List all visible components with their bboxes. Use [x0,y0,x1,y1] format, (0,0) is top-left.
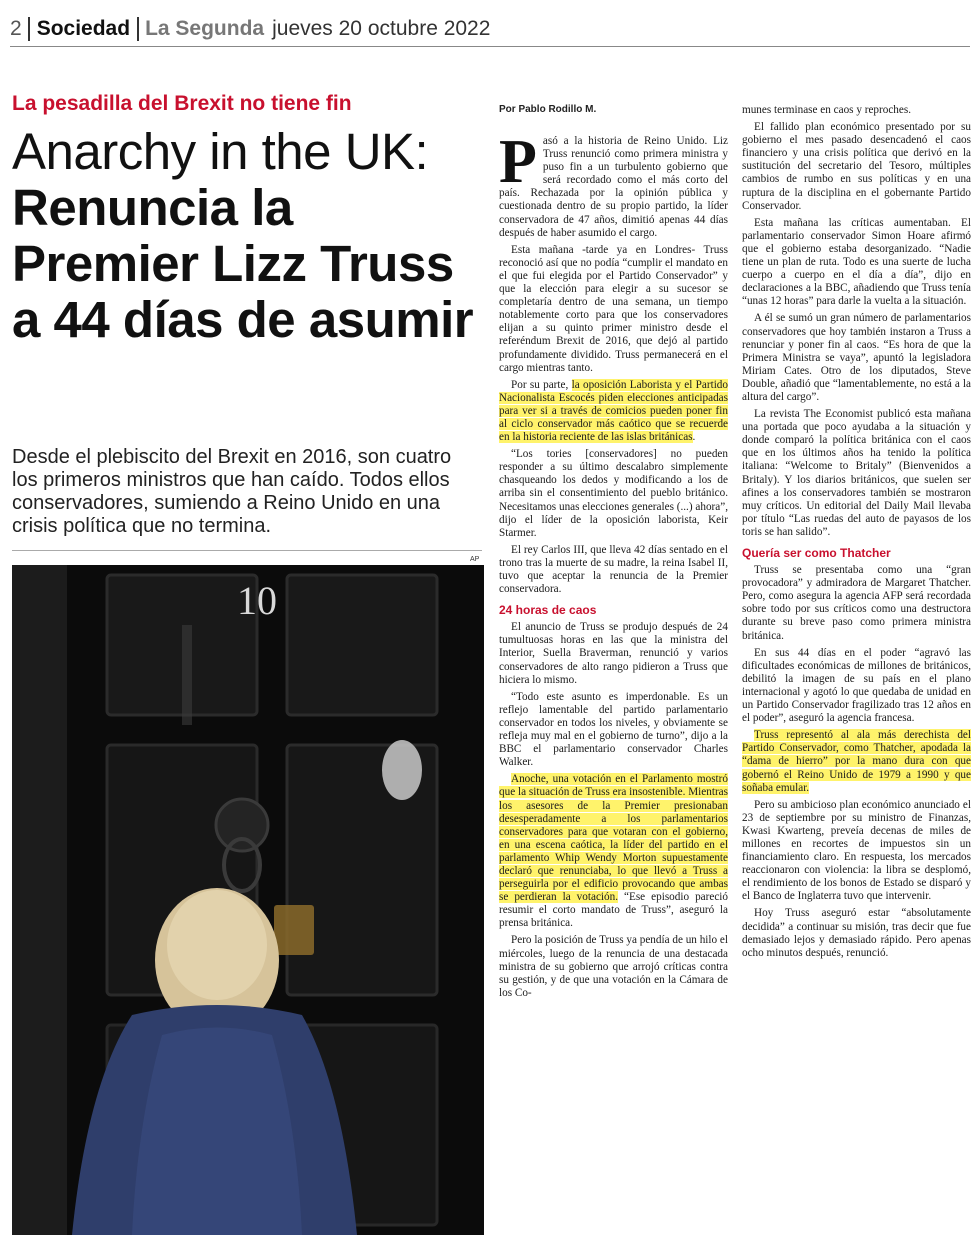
article-photo [12,565,484,1235]
paragraph [499,773,728,930]
paragraph-text: . [692,431,696,444]
paragraph: “Los tories [conservadores] no pueden responder a su último descalabro simplemente chasqueando los dedos y modificando a los de arriba sin el consentimiento del pueblo británico. Necesitamos unas elecciones generales (...) ahora”, dijo el líder de la oposición laborista, Keir Starmer. [499,448,728,539]
photo-illustration [12,565,484,1235]
paragraph-text: “Ese episodio pareció resumir el corto mandato de Truss”, aseguró la prensa británica. [499,891,728,930]
header-divider [10,46,970,47]
drop-cap: P [499,128,537,196]
subheading: 24 horas de caos [499,603,597,618]
paragraph: El fallido plan económico presentado por su gobierno el mes pasado desencadenó el caos financiero y una crisis política que derivó en la sustitución del secretario del Tesoro, múltiples cambios de rumbo en sus políticas y en una ruptura de la disciplina en el gobernante Partido Conservador. [742,121,971,212]
subheading: Quería ser como Thatcher [742,546,891,560]
paragraph: “Todo este asunto es imperdonable. Es un reflejo lamentable del partido parlamentario conservador en todos los niveles, y obviamente se refleja muy mal en el gobierno de turno”, dijo a la BBC el parlamentario conservador Charles Walker. [499,690,728,769]
article-column-1 [499,128,728,1004]
paragraph: A él se sumó un gran número de parlamentarios conservadores que hoy también instaron a Truss a renunciar y poner fin al caos. “Es hora de que la Primera Ministra se vaya”, apuntó la legisladora Miriam Cates. Otro de los diputados, Steve Double, añadió que “lamentablemente, no está a la altura del cargo”. [742,312,971,403]
highlighted-text: Anoche, una votación en el Parlamento mostró que la situación de Truss era insostenible. Mientras los asesores de la Premier presionaban desesperadamente a los parlamentarios conservadores para que votaran con el gobierno, en una escena caótica, la líder del partido en el parlamento Whip Wendy Morton supuestamente declaró que renunciaba, lo que llevó a Truss a perseguirla por el edificio provocando que ambas se perdieran la votación. [499,773,728,904]
highlighted-text: Truss representó al ala más derechista del Partido Conservador, como Thatcher, apodada la “dama de hierro” por la mano dura con que gobernó el Reino Unido de 1979 a 1990 y que soñaba emular. [742,729,971,794]
paragraph: Esta mañana -tarde ya en Londres- Truss reconoció así que no podía “cumplir el mandato en el que fui elegida por el Partido Conservador” y que la elección para elegir a su sucesor se completaría dentro de una semana, un tiempo notablemente corto para que los conservadores elijan a su quinto primer ministro desde el referéndum Brexit de 2016, que dejó al partido profundamente dividido. Truss permanecerá en el cargo mientras tanto. [499,243,728,374]
paragraph: Truss se presentaba como una “gran provocadora” y admiradora de Margaret Thatcher. Pero, como asegura la agencia AFP será recordada sobre todo por sus críticos como una destructora durante su breve paso como primera ministra británica. [742,564,971,642]
paragraph [742,729,971,794]
kicker: La pesadilla del Brexit no tiene fin [12,92,352,115]
paragraph [499,379,728,444]
paragraph: Pero su ambicioso plan económico anunciado el 23 de septiembre por su ministro de Finanzas, Kwasi Kwarteng, preveía decenas de miles de millones en recortes de impuestos sin un financiamiento claro. En respuesta, los mercados reaccionaron con violencia: la libra se desplomó, el rendimiento de los bonos de Estado se disparó y el Banco de Inglaterra tuvo que intervenir. [742,798,971,903]
paragraph: Pero la posición de Truss ya pendía de un hilo el miércoles, luego de la renuncia de una destacada ministra de su gobierno que arrojó críticas contra su gestión, y de que una votación en la Cámara de los Co- [499,934,728,999]
paragraph: El rey Carlos III, que lleva 42 días sentado en el trono tras la muerte de su madre, la reina Isabel II, tuvo que aceptar la renuncia de la Premier conservadora. [499,543,728,596]
deck-divider [12,550,482,551]
paragraph: Esta mañana las críticas aumentaban. El parlamentario conservador Simon Hoare afirmó que el gobierno estaba desorganizado. “Nadie tiene un plan de ruta. Todo es una suerte de lucha cuerpo a cuerpo en el día a día”, dijo en declaraciones a la BBC, añadiendo que Truss tenía “unas 12 horas” para darle la vuelta a la situación. [742,216,971,308]
paragraph: El anuncio de Truss se produjo después de 24 tumultuosas horas en las que la ministra del Interior, Suella Braverman, renunció y varios conservadores de alto rango pidieron a Truss que hiciera lo mismo. [499,621,728,686]
paragraph-text: Por su parte, [511,378,572,391]
paragraph: Hoy Truss aseguró estar “absolutamente decidida” a continuar su misión, tras decir que fue demasiado lejos y demasiado rápido. Pero apenas ocho minutos después, renunció. [742,907,971,959]
photo-credit: AP [470,556,480,563]
paragraph-text: asó a la historia de Reino Unido. Liz Truss renunció como primera ministra y puso fin a un turbulento gobierno que será recordado como el más corto del país. Rechazada por la opinión pública y cuestionada dentro de su propio partido, la líder conservadora de 47 años, dimitió apenas 44 días después de haber asumido el cargo. [499,135,728,239]
byline: Por Pablo Rodillo M. [499,104,597,115]
paragraph: La revista The Economist publicó esta mañana una portada que poco ayudaba a la situación y donde comparó la política británica con el caos que en los últimos años ha tenido la política italiana: “Welcome to Britaly” (Bienvenidos a Britaly). Y los diarios británicos, que suelen ser afines a los conservadores también se mostraron muy críticos. Un editorial del Daily Mail llevaba por título “Las ruedas del auto de payasos de los toris se han salido”. [742,408,971,538]
headline-light: Anarchy in the UK: [12,123,429,180]
headline-bold: Renuncia la Premier Lizz Truss a 44 días de asumir [12,179,474,348]
paragraph [499,128,728,240]
publication-date: jueves 20 octubre 2022 [272,17,491,40]
newspaper-name: La Segunda [137,17,270,41]
article-column-2 [742,104,971,964]
page-header [10,14,970,44]
door-number: 10 [237,578,277,623]
page-number: 2 [10,17,22,40]
paragraph: En sus 44 días en el poder “agravó las dificultades económicas de millones de británicos, debilitó la imagen de su país en el plano internacional y agotó lo que quedaba de unidad en un Partido Conservador fragilizado tras 12 años en el poder”, aseguró la agencia francesa. [742,646,971,725]
deck: Desde el plebiscito del Brexit en 2016, son cuatro los primeros ministros que han caído. Todos ellos conservadores, sumiendo a Reino Unido en una crisis política que no termina. [12,446,452,537]
highlighted-text: la oposición Laborista y el Partido Nacionalista Escocés piden elecciones anticipadas para ver si a través de comicios pueden poner fin al ciclo conservador más caótico que se recuerde en la historia reciente de las islas británicas [499,378,728,444]
section-name: Sociedad [28,17,137,41]
paragraph: munes terminase en caos y reproches. [742,104,911,116]
